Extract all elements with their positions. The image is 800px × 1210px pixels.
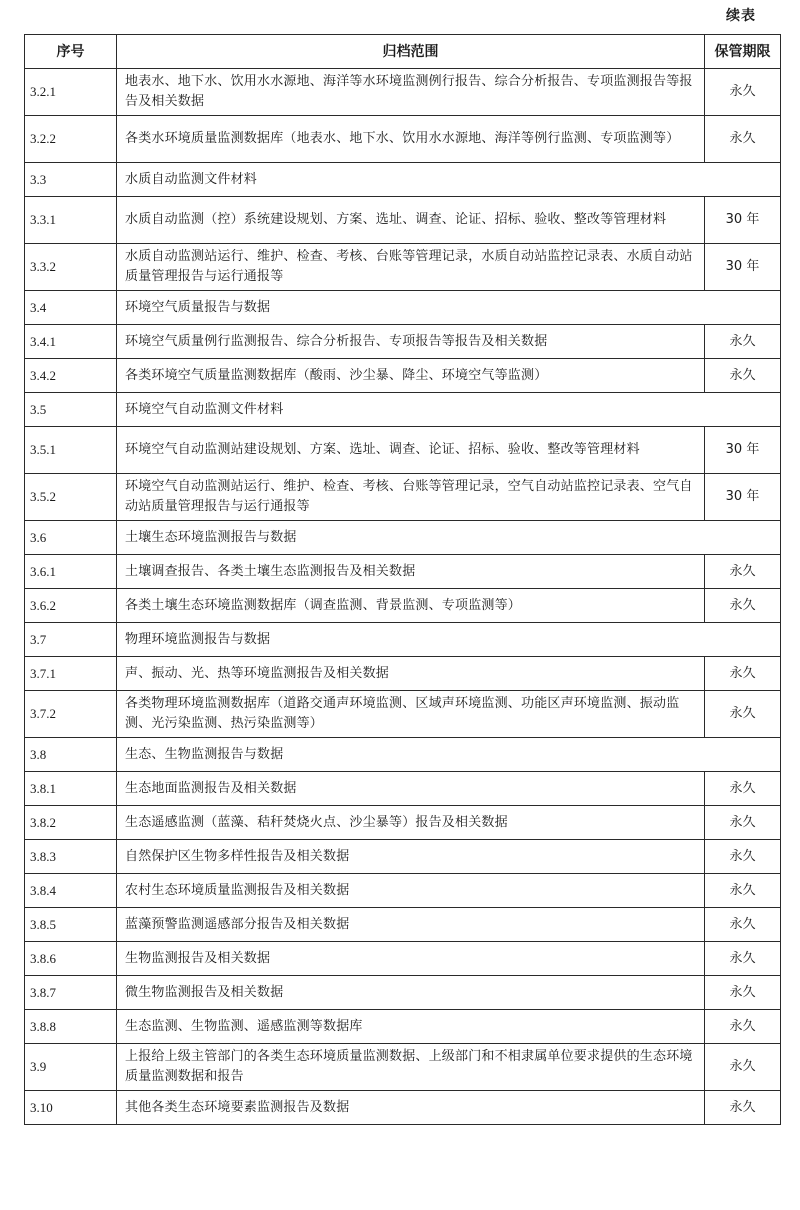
row-period: 永久 — [705, 806, 781, 840]
table-row — [25, 772, 781, 806]
row-scope: 环境空气质量例行监测报告、综合分析报告、专项报告等报告及相关数据 — [117, 325, 705, 359]
archive-retention-table — [24, 34, 781, 1125]
table-row — [25, 393, 781, 427]
row-number: 3.8 — [25, 738, 117, 772]
row-number: 3.6 — [25, 521, 117, 555]
table-row — [25, 244, 781, 291]
table-row — [25, 197, 781, 244]
table-row — [25, 116, 781, 163]
row-scope: 环境空气自动监测站建设规划、方案、选址、调查、论证、招标、验收、整改等管理材料 — [117, 427, 705, 474]
row-period: 永久 — [705, 908, 781, 942]
row-number: 3.4.1 — [25, 325, 117, 359]
row-scope: 水质自动监测站运行、维护、检查、考核、台账等管理记录，水质自动站监控记录表、水质自动站质量管理报告与运行通报等 — [117, 244, 705, 291]
row-scope: 生态地面监测报告及相关数据 — [117, 772, 705, 806]
row-period: 永久 — [705, 589, 781, 623]
row-number: 3.10 — [25, 1091, 117, 1125]
row-number: 3.4.2 — [25, 359, 117, 393]
row-number: 3.8.8 — [25, 1010, 117, 1044]
header-row — [25, 35, 781, 69]
row-number: 3.8.5 — [25, 908, 117, 942]
row-number: 3.7.1 — [25, 657, 117, 691]
row-period: 30 年 — [705, 474, 781, 521]
row-number: 3.6.2 — [25, 589, 117, 623]
table-row — [25, 874, 781, 908]
table-row — [25, 806, 781, 840]
row-number: 3.4 — [25, 291, 117, 325]
row-scope: 地表水、地下水、饮用水水源地、海洋等水环境监测例行报告、综合分析报告、专项监测报告等报告及相关数据 — [117, 69, 705, 116]
row-period: 永久 — [705, 1091, 781, 1125]
table-row — [25, 691, 781, 738]
row-scope: 生态遥感监测（蓝藻、秸秆焚烧火点、沙尘暴等）报告及相关数据 — [117, 806, 705, 840]
table-row — [25, 427, 781, 474]
row-period: 永久 — [705, 840, 781, 874]
section-heading: 环境空气质量报告与数据 — [117, 291, 781, 325]
row-number: 3.8.6 — [25, 942, 117, 976]
table-row — [25, 474, 781, 521]
section-heading: 生态、生物监测报告与数据 — [117, 738, 781, 772]
row-scope: 各类环境空气质量监测数据库（酸雨、沙尘暴、降尘、环境空气等监测） — [117, 359, 705, 393]
row-number: 3.3 — [25, 163, 117, 197]
table-row — [25, 291, 781, 325]
table-row — [25, 325, 781, 359]
row-number: 3.8.2 — [25, 806, 117, 840]
section-heading: 水质自动监测文件材料 — [117, 163, 781, 197]
row-scope: 水质自动监测（控）系统建设规划、方案、选址、调查、论证、招标、验收、整改等管理材料 — [117, 197, 705, 244]
row-scope: 土壤调查报告、各类土壤生态监测报告及相关数据 — [117, 555, 705, 589]
row-scope: 生物监测报告及相关数据 — [117, 942, 705, 976]
section-heading: 环境空气自动监测文件材料 — [117, 393, 781, 427]
row-period: 永久 — [705, 555, 781, 589]
row-scope: 声、振动、光、热等环境监测报告及相关数据 — [117, 657, 705, 691]
row-period: 永久 — [705, 1044, 781, 1091]
row-scope: 蓝藻预警监测遥感部分报告及相关数据 — [117, 908, 705, 942]
row-number: 3.5.2 — [25, 474, 117, 521]
section-heading: 物理环境监测报告与数据 — [117, 623, 781, 657]
row-period: 永久 — [705, 69, 781, 116]
row-number: 3.2.1 — [25, 69, 117, 116]
table-row — [25, 163, 781, 197]
table-row — [25, 908, 781, 942]
row-scope: 微生物监测报告及相关数据 — [117, 976, 705, 1010]
row-scope: 各类水环境质量监测数据库（地表水、地下水、饮用水水源地、海洋等例行监测、专项监测等） — [117, 116, 705, 163]
header-period: 保管期限 — [705, 35, 781, 69]
row-period: 永久 — [705, 657, 781, 691]
row-period: 永久 — [705, 976, 781, 1010]
table-row — [25, 1091, 781, 1125]
row-number: 3.8.1 — [25, 772, 117, 806]
table-row — [25, 976, 781, 1010]
section-heading: 土壤生态环境监测报告与数据 — [117, 521, 781, 555]
row-period: 永久 — [705, 942, 781, 976]
row-number: 3.8.3 — [25, 840, 117, 874]
row-number: 3.7 — [25, 623, 117, 657]
table-row — [25, 359, 781, 393]
row-scope: 各类土壤生态环境监测数据库（调查监测、背景监测、专项监测等） — [117, 589, 705, 623]
row-scope: 上报给上级主管部门的各类生态环境质量监测数据、上级部门和不相隶属单位要求提供的生态环境质量监测数据和报告 — [117, 1044, 705, 1091]
table-row — [25, 521, 781, 555]
row-period: 30 年 — [705, 197, 781, 244]
table-body — [25, 69, 781, 1125]
table-row — [25, 840, 781, 874]
table-row — [25, 942, 781, 976]
row-scope: 自然保护区生物多样性报告及相关数据 — [117, 840, 705, 874]
row-number: 3.3.2 — [25, 244, 117, 291]
row-scope: 其他各类生态环境要素监测报告及数据 — [117, 1091, 705, 1125]
row-number: 3.2.2 — [25, 116, 117, 163]
table-row — [25, 738, 781, 772]
row-period: 永久 — [705, 874, 781, 908]
table-row — [25, 623, 781, 657]
table-row — [25, 69, 781, 116]
row-scope: 各类物理环境监测数据库（道路交通声环境监测、区域声环境监测、功能区声环境监测、振动监测、光污染监测、热污染监测等） — [117, 691, 705, 738]
row-scope: 环境空气自动监测站运行、维护、检查、考核、台账等管理记录，空气自动站监控记录表、空气自动站质量管理报告与运行通报等 — [117, 474, 705, 521]
row-period: 永久 — [705, 359, 781, 393]
row-number: 3.9 — [25, 1044, 117, 1091]
row-period: 永久 — [705, 691, 781, 738]
row-scope: 生态监测、生物监测、遥感监测等数据库 — [117, 1010, 705, 1044]
row-period: 30 年 — [705, 244, 781, 291]
table-row — [25, 555, 781, 589]
row-number: 3.3.1 — [25, 197, 117, 244]
row-number: 3.8.7 — [25, 976, 117, 1010]
row-number: 3.5 — [25, 393, 117, 427]
table-header — [25, 35, 781, 69]
header-number: 序号 — [25, 35, 117, 69]
row-period: 永久 — [705, 116, 781, 163]
row-scope: 农村生态环境质量监测报告及相关数据 — [117, 874, 705, 908]
row-number: 3.7.2 — [25, 691, 117, 738]
table-row — [25, 1010, 781, 1044]
header-scope: 归档范围 — [117, 35, 705, 69]
table-row — [25, 1044, 781, 1091]
row-number: 3.6.1 — [25, 555, 117, 589]
row-period: 30 年 — [705, 427, 781, 474]
table-row — [25, 657, 781, 691]
row-number: 3.5.1 — [25, 427, 117, 474]
row-period: 永久 — [705, 325, 781, 359]
table-row — [25, 589, 781, 623]
row-period: 永久 — [705, 772, 781, 806]
row-number: 3.8.4 — [25, 874, 117, 908]
row-period: 永久 — [705, 1010, 781, 1044]
continuation-label: 续表 — [726, 8, 756, 24]
